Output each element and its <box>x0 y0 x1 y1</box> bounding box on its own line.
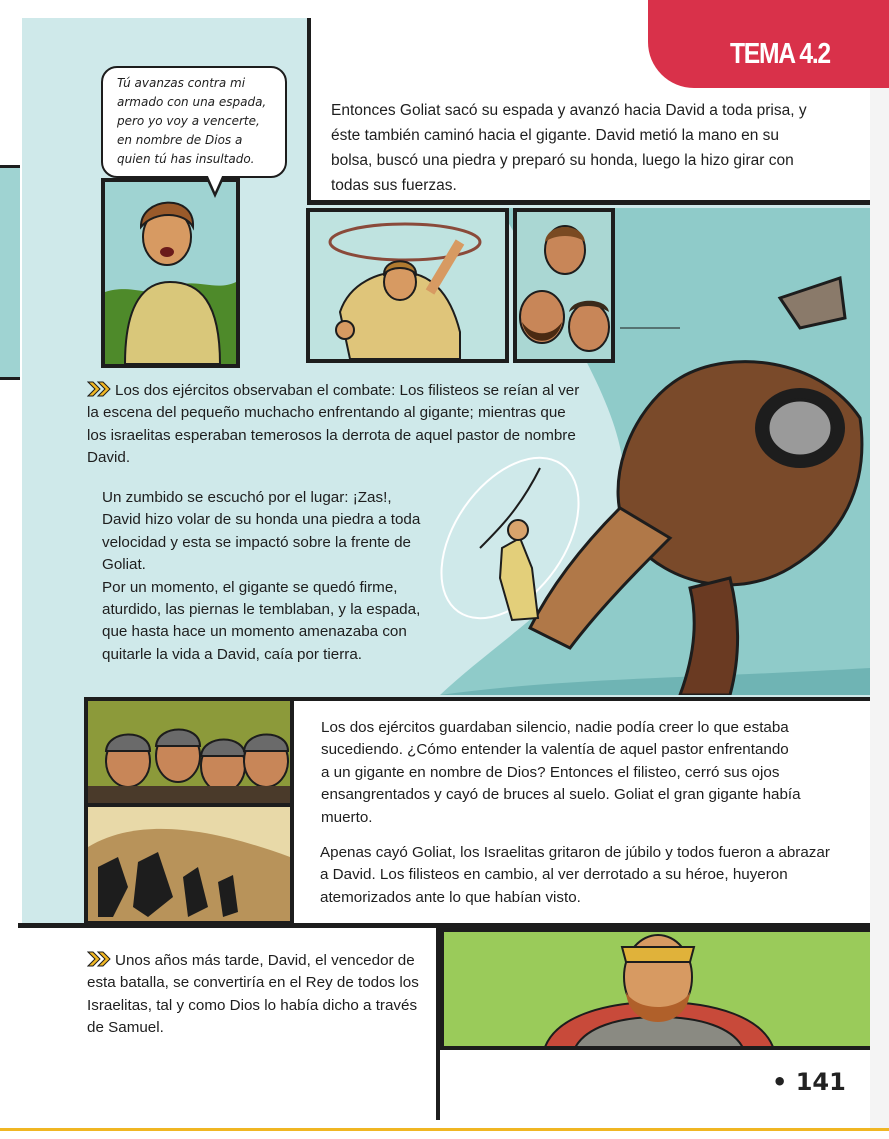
david-sling-panel <box>306 208 509 363</box>
paragraph-armies-watching <box>87 380 587 470</box>
double-chevron-bullet-icon <box>87 951 115 967</box>
left-tab <box>0 165 20 380</box>
bottom-accent-strip <box>0 1128 889 1139</box>
speech-bubble: Tú avanzas contra mi armado con una espada, pero yo voy a vencerte, en nombre de Dios a quien tú has insultado. <box>101 66 287 178</box>
paragraph-silence: Los dos ejércitos guardaban silencio, nadie podía creer lo que estaba sucediendo. ¿Cómo entender la valentía de aquel pastor enfrentando a un gigante en nombre de Dios? Entonces el filisteo, cerró sus ojos ensangrentados y cayó de bruces al suelo. Goliat el gran gigante había muerto. <box>321 719 801 826</box>
paragraph-5-text: Unos años más tarde, David, el vencedor de esta batalla, se convertiría en el Rey de todos los Israelitas, tal y como Dios lo había dicho a través de Samuel. <box>87 952 419 1037</box>
double-chevron-bullet-icon <box>87 381 115 397</box>
top-narration-text: Entonces Goliat sacó su espada y avanzó hacia David a toda prisa, y éste también caminó hacia el gigante. David metió la mano en su bolsa, buscó una piedra y preparó su honda, luego la hizo girar con todas sus fuerzas. <box>331 102 807 194</box>
paragraph-2a-text: Un zumbido se escuchó por el lugar: ¡Zas!, David hizo volar de su honda una piedra a toda velocidad y esta se impactó sobre la frente de Goliat. <box>102 489 421 574</box>
page-number-value: 141 <box>795 1068 846 1096</box>
paragraph-king-david <box>87 950 437 1040</box>
page-number: • 141 <box>772 1068 846 1096</box>
philistine-soldiers-panel <box>84 697 294 807</box>
fleeing-army-panel <box>84 807 294 925</box>
paragraph-2b-text: Por un momento, el gigante se quedó firme, aturdido, las piernas le temblaban, y la espada, que hasta hace un momento amenazaba con quitarle la vida a David, caía por tierra. <box>102 578 421 663</box>
left-white-block <box>0 18 22 163</box>
israelite-men-panel <box>513 208 615 363</box>
paragraph-celebration: Apenas cayó Goliat, los Israelitas gritaron de júbilo y todos fueron a abrazar a David. Los filisteos en cambio, al ver derrotado a su héroe, huyeron atemorizados ante lo que habían visto. <box>320 844 830 906</box>
paragraph-1-text: Los dos ejércitos observaban el combate: Los filisteos se reían al ver la escena del pequeño muchacho enfrentando al gigante; mientras que los israelitas esperaban temerosos la derrota de aquel pastor de nombre David. <box>87 382 580 467</box>
paragraph-stone-impact <box>102 487 422 666</box>
david-shouting-panel <box>101 178 240 368</box>
right-margin <box>870 0 889 1139</box>
topic-label: TEMA 4.2 <box>730 38 830 70</box>
king-david-panel <box>440 928 870 1050</box>
speech-bubble-tail-fill <box>207 174 223 192</box>
